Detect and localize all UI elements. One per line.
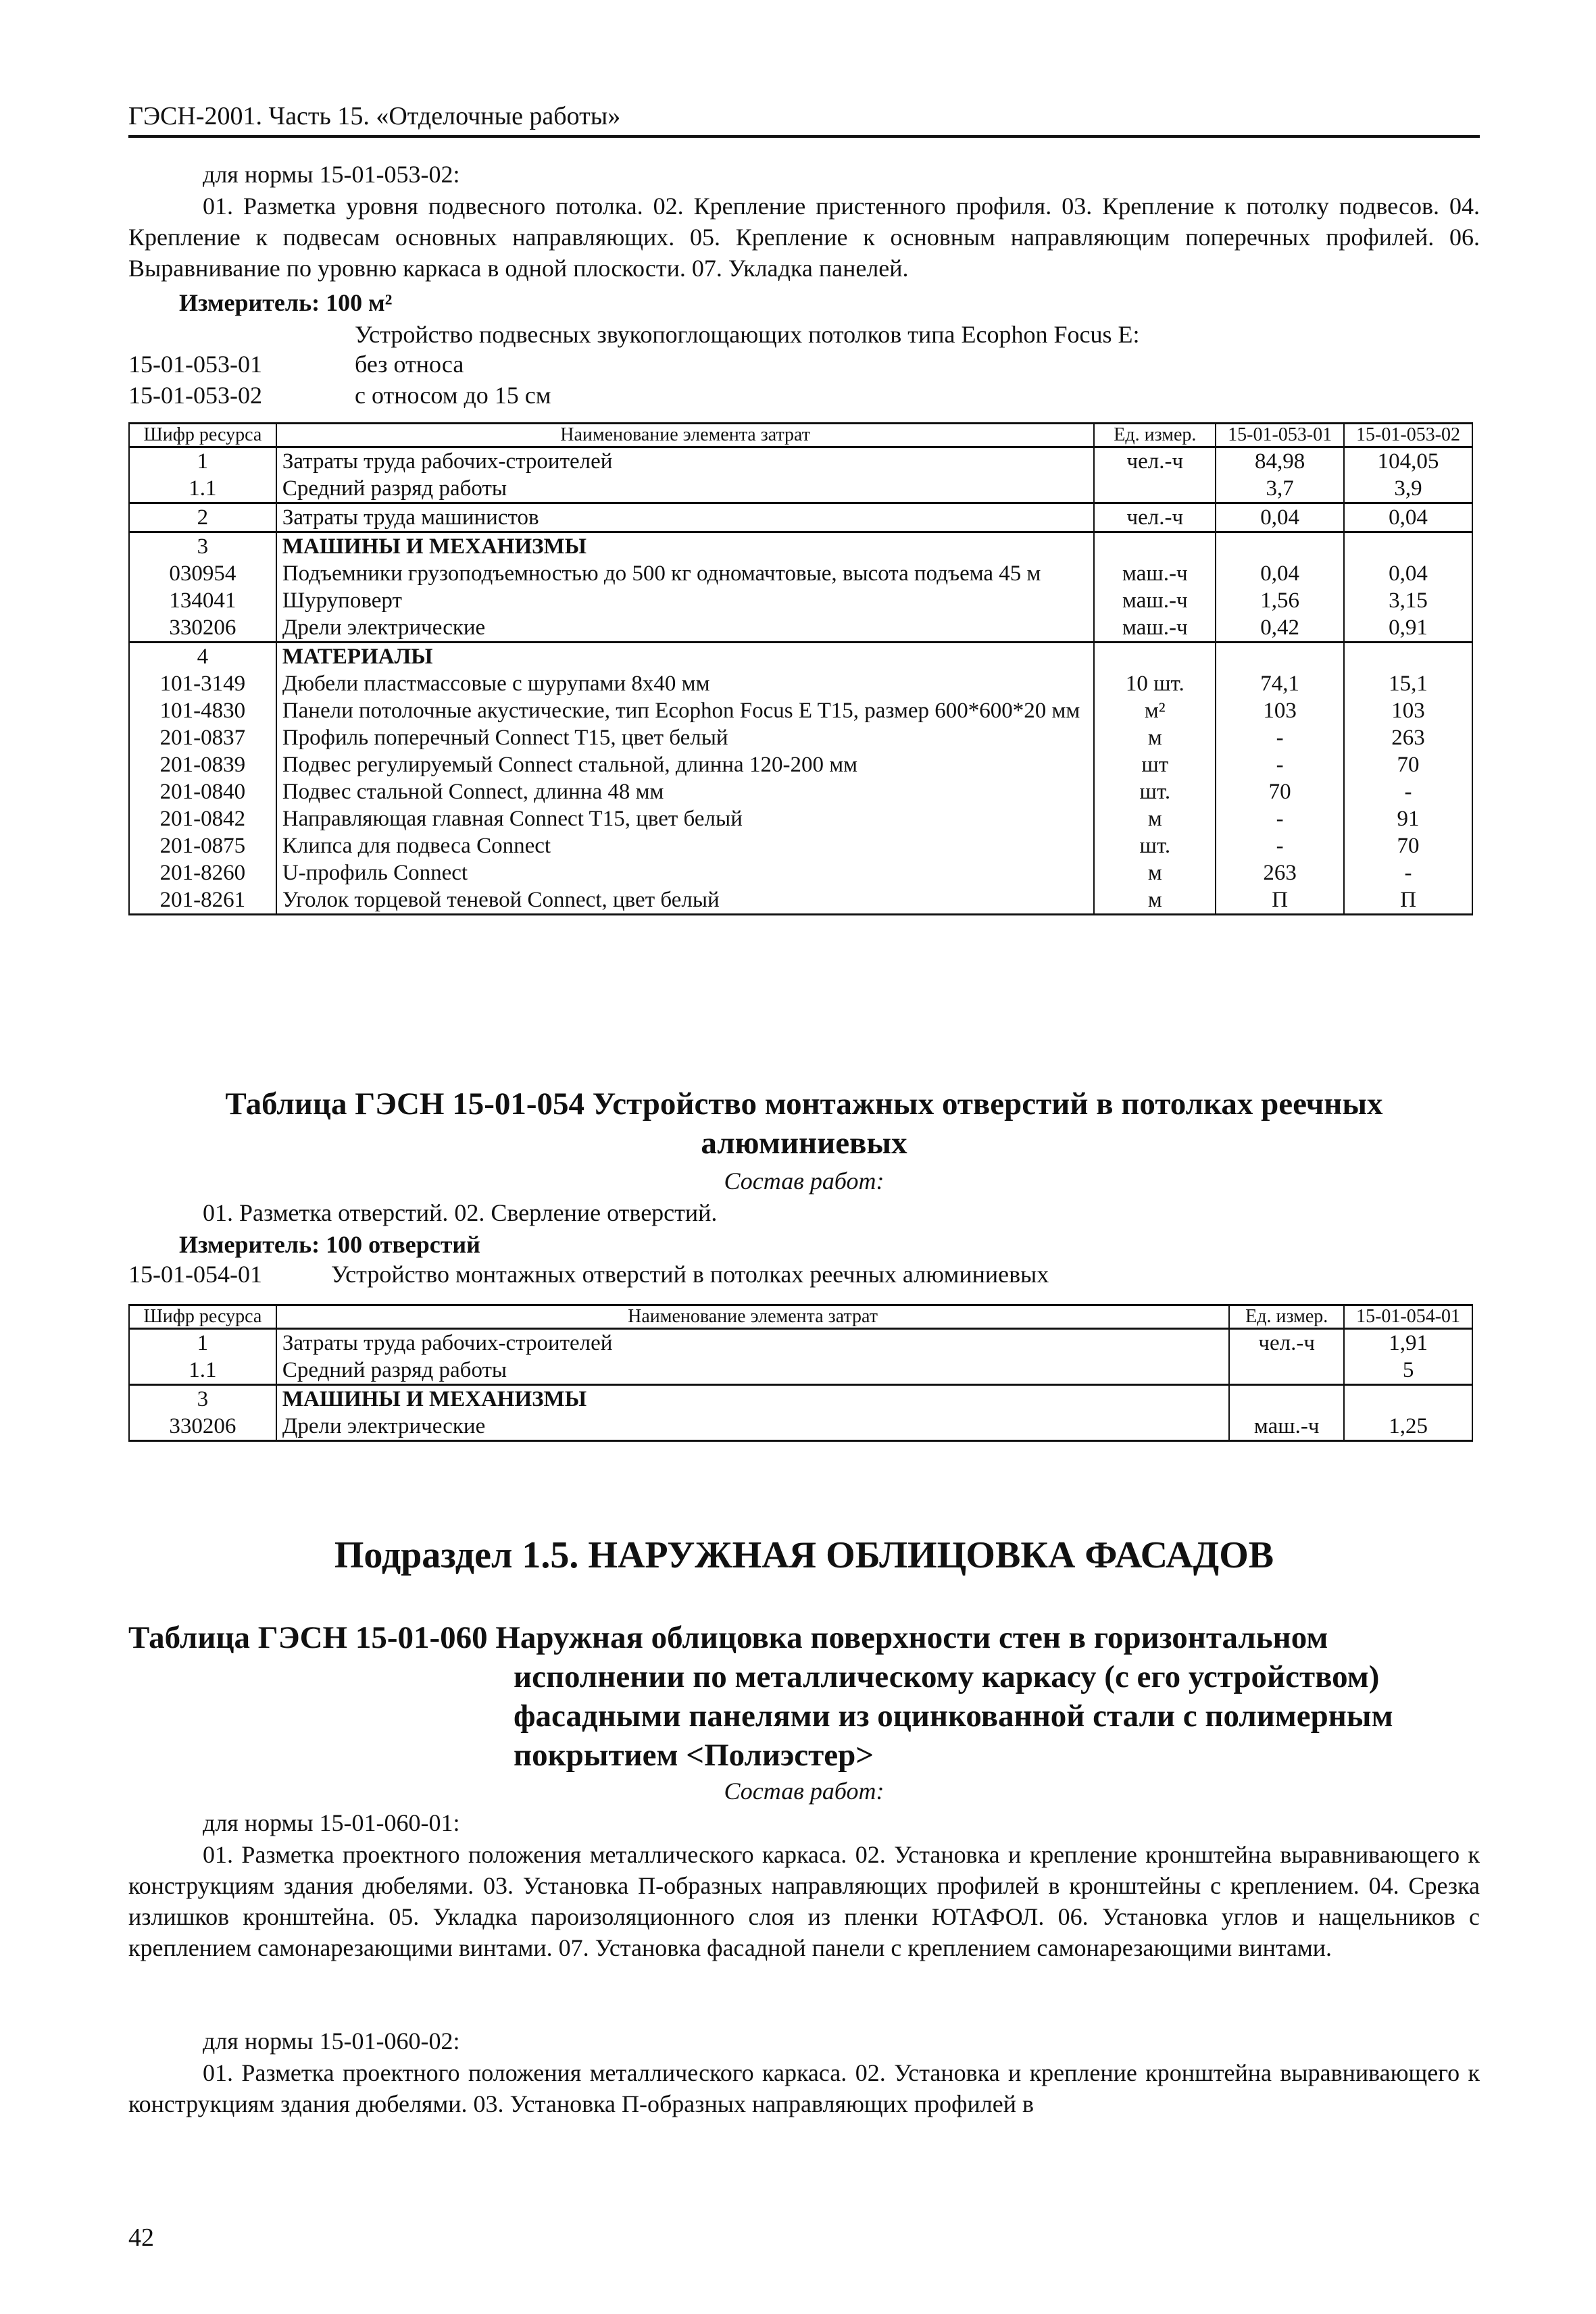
resource-name-cell: МАШИНЫ И МЕХАНИЗМЫ: [276, 1385, 1229, 1413]
composition-heading: Состав работ:: [724, 1167, 884, 1194]
value-cell: 1,56: [1216, 587, 1344, 614]
value-cell: 70: [1344, 832, 1472, 859]
table-title: [128, 1618, 1480, 1775]
resource-code-cell: 201-0839: [129, 751, 276, 778]
table-row: [129, 805, 1472, 832]
table-title-line: фасадными панелями из оцинкованной стали с полимерным: [514, 1699, 1393, 1734]
resource-name-cell: Подвес стальной Connect, длинна 48 мм: [276, 778, 1095, 805]
value-cell: 70: [1344, 751, 1472, 778]
value-cell: 103: [1216, 697, 1344, 724]
resource-code-cell: 134041: [129, 587, 276, 614]
value-cell: П: [1344, 886, 1472, 915]
value-cell: [1216, 532, 1344, 561]
measure-unit: Измеритель: 100 отверстий: [179, 1231, 480, 1258]
table-title-prefix: Таблица ГЭСН 15-01-060: [128, 1620, 488, 1655]
norm-code-row: [128, 381, 551, 409]
resource-code-cell: 1: [129, 1329, 276, 1357]
value-cell: 5: [1344, 1357, 1472, 1385]
resource-name-cell: Шуруповерт: [276, 587, 1095, 614]
table-title-line: алюминиевых: [701, 1126, 907, 1161]
header-cell: Наименование элемента затрат: [276, 1305, 1229, 1329]
table-title: [128, 1084, 1480, 1163]
resource-name-cell: Дрели электрические: [276, 1413, 1229, 1441]
unit-cell: шт.: [1094, 778, 1216, 805]
resource-code-cell: 201-0837: [129, 724, 276, 751]
resource-code-cell: 4: [129, 643, 276, 671]
work-composition-text: 01. Разметка проектного положения металлического каркаса. 02. Установка и крепление кронштейна выравнивающего к конструкциям здания дюбелями. 03. Установка П-образных направляющих профилей в: [128, 2059, 1480, 2117]
resource-name-cell: Подъемники грузоподъемностью до 500 кг одномачтовые, высота подъема 45 м: [276, 560, 1095, 587]
table-row: [129, 1413, 1472, 1441]
table-title-line: исполнении по металлическому каркасу (с его устройством): [514, 1659, 1380, 1694]
value-cell: 104,05: [1344, 447, 1472, 476]
unit-cell: [1229, 1357, 1344, 1385]
resource-code-cell: 101-3149: [129, 670, 276, 697]
resource-code-cell: 2: [129, 503, 276, 532]
running-head: ГЭСН-2001. Часть 15. «Отделочные работы»: [128, 101, 1480, 138]
value-cell: 0,91: [1344, 614, 1472, 643]
unit-cell: чел.-ч: [1229, 1329, 1344, 1357]
resource-name-cell: Профиль поперечный Connect T15, цвет белый: [276, 724, 1095, 751]
unit-cell: [1094, 532, 1216, 561]
value-cell: 0,04: [1216, 560, 1344, 587]
value-cell: 0,42: [1216, 614, 1344, 643]
resource-name-cell: Затраты труда машинистов: [276, 503, 1095, 532]
value-cell: 103: [1344, 697, 1472, 724]
table-row: [129, 503, 1472, 532]
resource-code-cell: 201-8260: [129, 859, 276, 886]
table-row: [129, 532, 1472, 561]
resource-name-cell: Уголок торцевой теневой Connect, цвет белый: [276, 886, 1095, 915]
unit-cell: м²: [1094, 697, 1216, 724]
table-row: [129, 670, 1472, 697]
table-title-line: покрытием <Полиэстер>: [514, 1738, 874, 1773]
header-cell: 15-01-053-01: [1216, 424, 1344, 447]
header-cell: Ед. измер.: [1229, 1305, 1344, 1329]
norm-code-row: [128, 350, 464, 378]
value-cell: -: [1344, 778, 1472, 805]
unit-cell: маш.-ч: [1229, 1413, 1344, 1441]
value-cell: 0,04: [1216, 503, 1344, 532]
norm-label: для нормы 15-01-060-02:: [203, 2028, 460, 2055]
value-cell: 3,7: [1216, 475, 1344, 503]
resource-code-cell: 201-0875: [129, 832, 276, 859]
value-cell: 74,1: [1216, 670, 1344, 697]
resource-code-cell: 201-0840: [129, 778, 276, 805]
resource-name-cell: Дюбели пластмассовые с шурупами 8х40 мм: [276, 670, 1095, 697]
unit-cell: м: [1094, 805, 1216, 832]
section-title: Подраздел 1.5. НАРУЖНАЯ ОБЛИЦОВКА ФАСАДОВ: [334, 1534, 1274, 1576]
table-row: [129, 832, 1472, 859]
value-cell: П: [1216, 886, 1344, 915]
value-cell: -: [1216, 724, 1344, 751]
value-cell: 84,98: [1216, 447, 1344, 476]
value-cell: 70: [1216, 778, 1344, 805]
resource-name-cell: МАТЕРИАЛЫ: [276, 643, 1095, 671]
table-row: [129, 560, 1472, 587]
resource-name-cell: МАШИНЫ И МЕХАНИЗМЫ: [276, 532, 1095, 561]
value-cell: 3,9: [1344, 475, 1472, 503]
unit-cell: маш.-ч: [1094, 587, 1216, 614]
resource-code-cell: 1: [129, 447, 276, 476]
table-row: [129, 643, 1472, 671]
resource-code-cell: 330206: [129, 614, 276, 643]
table-title-line: Таблица ГЭСН 15-01-054 Устройство монтажных отверстий в потолках реечных: [225, 1086, 1383, 1122]
table-row: [129, 447, 1472, 476]
resource-code-cell: 330206: [129, 1413, 276, 1441]
value-cell: 3,15: [1344, 587, 1472, 614]
table-header-row: [129, 424, 1472, 447]
unit-cell: м: [1094, 724, 1216, 751]
value-cell: 1,25: [1344, 1413, 1472, 1441]
value-cell: 263: [1344, 724, 1472, 751]
header-cell: Ед. измер.: [1094, 424, 1216, 447]
header-cell: Наименование элемента затрат: [276, 424, 1095, 447]
resource-table: [128, 422, 1473, 915]
unit-cell: чел.-ч: [1094, 447, 1216, 476]
table-row: [129, 724, 1472, 751]
value-cell: 0,04: [1344, 503, 1472, 532]
unit-cell: чел.-ч: [1094, 503, 1216, 532]
norm-code-text: с относом до 15 см: [355, 382, 551, 409]
resource-name-cell: Панели потолочные акустические, тип Ecophon Focus E T15, размер 600*600*20 мм: [276, 697, 1095, 724]
norm-description: Устройство подвесных звукопоглощающих потолков типа Ecophon Focus E:: [355, 321, 1140, 348]
norm-label: для нормы 15-01-053-02:: [203, 161, 460, 188]
resource-code-cell: 201-0842: [129, 805, 276, 832]
norm-code-text: без относа: [355, 351, 464, 378]
table-row: [129, 587, 1472, 614]
value-cell: 15,1: [1344, 670, 1472, 697]
resource-code-cell: 030954: [129, 560, 276, 587]
table-header-row: [129, 1305, 1472, 1329]
resource-name-cell: Дрели электрические: [276, 614, 1095, 643]
value-cell: [1344, 532, 1472, 561]
unit-cell: шт: [1094, 751, 1216, 778]
page-number: 42: [128, 2223, 154, 2252]
header-cell: Шифр ресурса: [129, 424, 276, 447]
table-row: [129, 778, 1472, 805]
resource-code-cell: 1.1: [129, 475, 276, 503]
norm-code-text: Устройство монтажных отверстий в потолках реечных алюминиевых: [331, 1261, 1049, 1288]
table-title-text: Наружная облицовка поверхности стен в горизонтальном: [495, 1620, 1328, 1655]
value-cell: 263: [1216, 859, 1344, 886]
table-row: [129, 751, 1472, 778]
table-row: [129, 1357, 1472, 1385]
unit-cell: 10 шт.: [1094, 670, 1216, 697]
resource-name-cell: Подвес регулируемый Connect стальной, длинна 120-200 мм: [276, 751, 1095, 778]
norm-code-row: [128, 1260, 1049, 1288]
value-cell: [1344, 1385, 1472, 1413]
table-row: [129, 1385, 1472, 1413]
resource-code-cell: 201-8261: [129, 886, 276, 915]
value-cell: 1,91: [1344, 1329, 1472, 1357]
value-cell: 91: [1344, 805, 1472, 832]
value-cell: [1216, 643, 1344, 671]
resource-name-cell: Средний разряд работы: [276, 475, 1095, 503]
norm-code: 15-01-054-01: [128, 1261, 262, 1288]
resource-table: [128, 1304, 1473, 1442]
resource-code-cell: 1.1: [129, 1357, 276, 1385]
resource-code-cell: 101-4830: [129, 697, 276, 724]
work-composition-text: 01. Разметка проектного положения металлического каркаса. 02. Установка и крепление кронштейна выравнивающего к конструкциям здания дюбелями. 03. Установка П-образных направляющих профилей в кронштейны с креплением. 04. Срезка излишков кронштейна. 05. Укладка пароизоляционного слоя из пленки ЮТАФОЛ. 06. Установка углов и нащельников с креплением самонарезающими винтами. 07. Установка фасадной панели с креплением самонарезающими винтами.: [128, 1841, 1480, 1961]
table-row: [129, 1329, 1472, 1357]
resource-code-cell: 3: [129, 1385, 276, 1413]
header-cell: Шифр ресурса: [129, 1305, 276, 1329]
resource-name-cell: Клипса для подвеса Connect: [276, 832, 1095, 859]
value-cell: -: [1216, 751, 1344, 778]
value-cell: -: [1344, 859, 1472, 886]
resource-code-cell: 3: [129, 532, 276, 561]
unit-cell: м: [1094, 886, 1216, 915]
resource-name-cell: Направляющая главная Connect T15, цвет белый: [276, 805, 1095, 832]
measure-unit: Измеритель: 100 м²: [179, 289, 393, 316]
unit-cell: маш.-ч: [1094, 614, 1216, 643]
value-cell: -: [1216, 832, 1344, 859]
work-composition-text: 01. Разметка уровня подвесного потолка. 02. Крепление пристенного профиля. 03. Крепление к потолку подвесов. 04. Крепление к подвесам основных направляющих. 05. Крепление к основным направляющим поперечных профилей. 06. Выравнивание по уровню каркаса в одной плоскости. 07. Укладка панелей.: [128, 193, 1480, 282]
table-row: [129, 475, 1472, 503]
table-row: [129, 859, 1472, 886]
resource-name-cell: Затраты труда рабочих-строителей: [276, 1329, 1229, 1357]
table-row: [129, 886, 1472, 915]
header-cell: 15-01-054-01: [1344, 1305, 1472, 1329]
value-cell: -: [1216, 805, 1344, 832]
resource-name-cell: Затраты труда рабочих-строителей: [276, 447, 1095, 476]
table-title-line: [128, 1618, 1480, 1657]
unit-cell: м: [1094, 859, 1216, 886]
unit-cell: [1094, 475, 1216, 503]
unit-cell: маш.-ч: [1094, 560, 1216, 587]
value-cell: [1344, 643, 1472, 671]
unit-cell: шт.: [1094, 832, 1216, 859]
composition-heading: Состав работ:: [724, 1778, 884, 1805]
header-cell: 15-01-053-02: [1344, 424, 1472, 447]
resource-name-cell: Средний разряд работы: [276, 1357, 1229, 1385]
table-row: [129, 697, 1472, 724]
norm-label: для нормы 15-01-060-01:: [203, 1809, 460, 1836]
work-composition-text: 01. Разметка отверстий. 02. Сверление отверстий.: [203, 1199, 718, 1226]
value-cell: 0,04: [1344, 560, 1472, 587]
norm-code: 15-01-053-02: [128, 382, 262, 409]
unit-cell: [1229, 1385, 1344, 1413]
resource-name-cell: U-профиль Connect: [276, 859, 1095, 886]
unit-cell: [1094, 643, 1216, 671]
table-row: [129, 614, 1472, 643]
norm-code: 15-01-053-01: [128, 351, 262, 378]
